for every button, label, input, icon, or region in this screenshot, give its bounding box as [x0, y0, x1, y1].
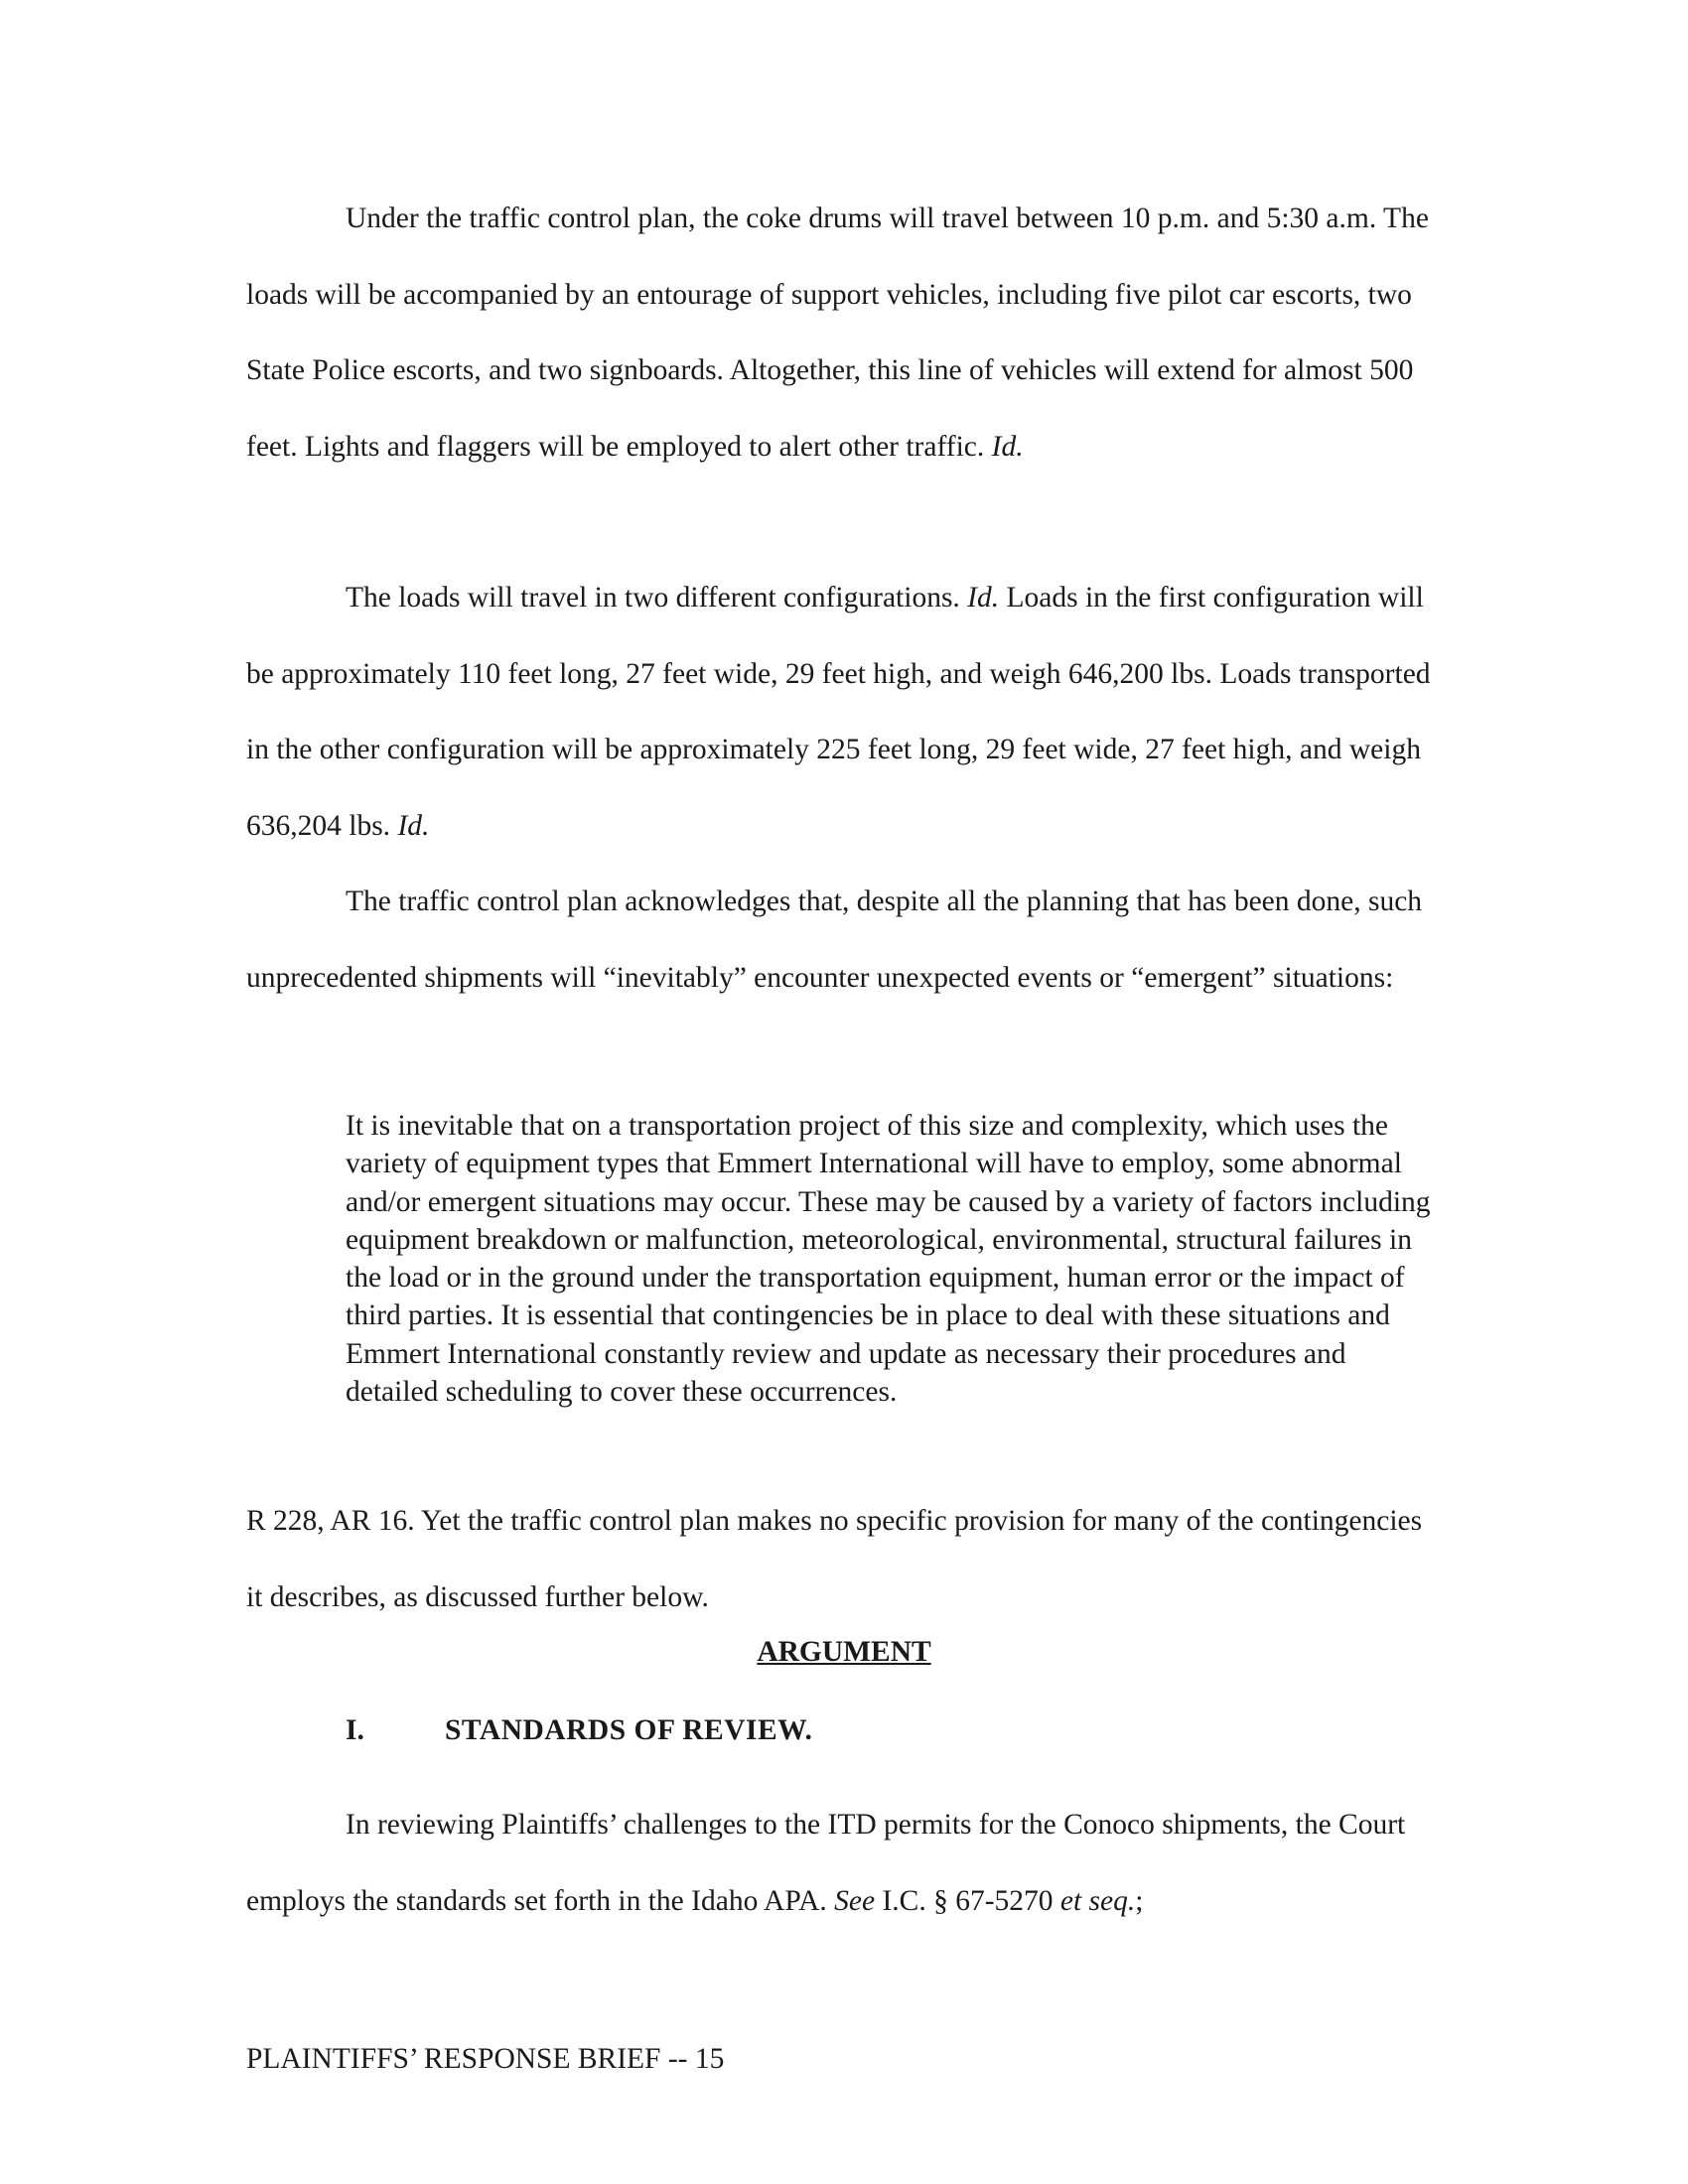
section-number: I.: [346, 1714, 364, 1746]
paragraph-text: The traffic control plan acknowledges that, despite all the planning that has been done, such unprecedented shipments will “inevitably” encounter unexpected events or “emergent” situations:: [246, 886, 1423, 994]
argument-heading: ARGUMENT: [757, 1636, 931, 1668]
page-footer: PLAINTIFFS’ RESPONSE BRIEF -- 15: [246, 2043, 725, 2075]
citation: Id.: [397, 809, 430, 842]
paragraph-load-configurations: [246, 560, 1438, 864]
paragraph-text: Under the traffic control plan, the coke drums will travel between 10 p.m. and 5:30 a.m. The loads will be accompanied by an entourage of support vehicles, including five pilot car escorts, two State Police escorts, and two signboards. Altogether, this line of vehicles will extend for almost 500 feet. Lights and flaggers will be employed to alert other traffic.: [246, 203, 1429, 463]
block-quote: It is inevitable that on a transportation project of this size and complexity, which uses the variety of equipment types that Emmert International will have to employ, some abnormal and/or emergent situations may occur. These may be caused by a variety of factors including equipment breakdown or malfunction, meteorological, environmental, structural failures in the load or in the ground under the transportation equipment, human error or the impact of third parties. It is essential that contingencies be in place to deal with these situations and Emmert International constantly review and update as necessary their procedures and detailed scheduling to cover these occurrences.: [346, 1110, 1431, 1409]
statute-citation: I.C. § 67-5270: [882, 1884, 1054, 1917]
section-title: STANDARDS OF REVIEW.: [445, 1714, 813, 1746]
paragraph-text: In reviewing Plaintiffs’ challenges to the ITD permits for the Conoco shipments, the Court employs the standards set forth in the Idaho APA.: [246, 1809, 1406, 1917]
paragraph-standards: [246, 1787, 1438, 1939]
paragraph-traffic-plan: [246, 181, 1438, 484]
punctuation: ;: [1135, 1884, 1144, 1917]
paragraph-record-citation: [246, 1483, 1438, 1635]
paragraph-text: R 228, AR 16. Yet the traffic control plan makes no specific provision for many of the contingencies it describes, as discussed further below.: [246, 1505, 1423, 1613]
citation-etseq: et seq.: [1059, 1884, 1136, 1917]
citation: Id.: [967, 582, 1000, 614]
paragraph-text: Loads in the first configuration will be approximately 110 feet long, 27 feet wide, 29 feet high, and weigh 646,200 lbs. Loads transported in the other configuration will be approximately 225 feet long, 29 feet wide, 27 feet high, and weigh 636,204 lbs.: [246, 582, 1431, 842]
paragraph-text: The loads will travel in two different configurations.: [346, 582, 960, 614]
citation: Id.: [991, 430, 1024, 463]
citation-signal: See: [834, 1884, 876, 1917]
paragraph-emergent-situations: [246, 864, 1438, 1016]
